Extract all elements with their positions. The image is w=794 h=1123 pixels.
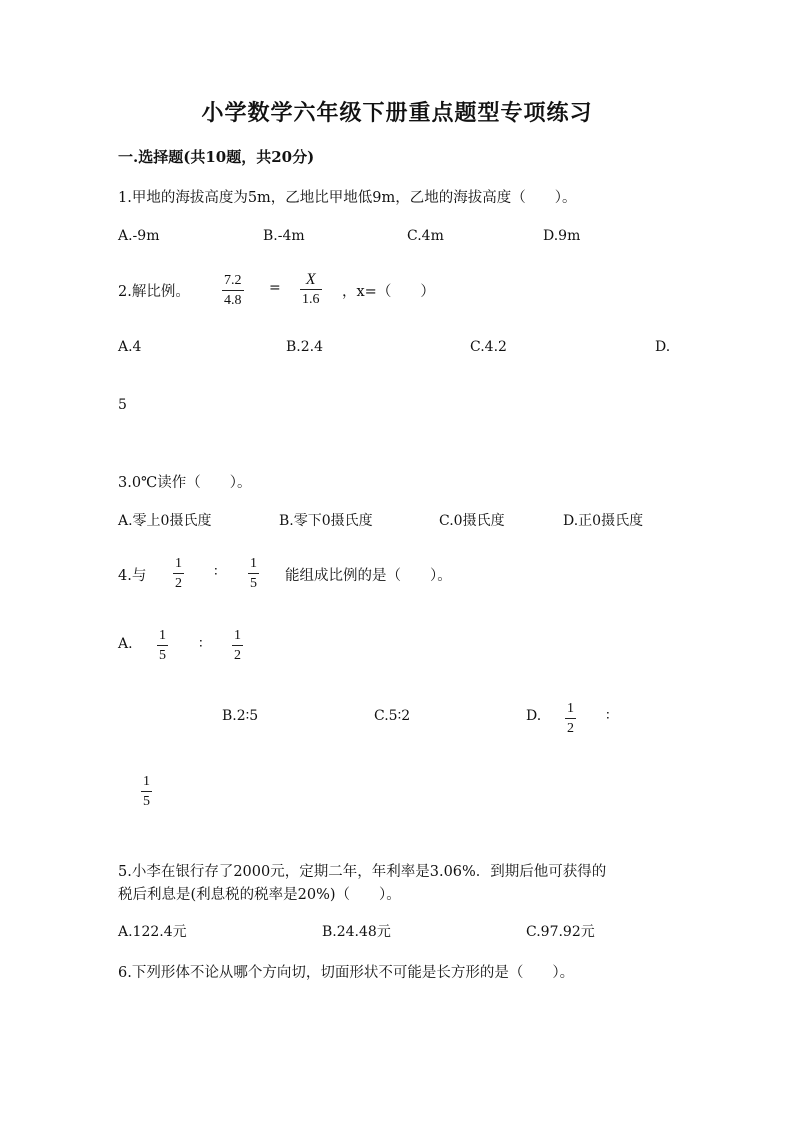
fraction-numerator: 1 [175,556,182,571]
equals-sign: = [269,280,281,296]
fraction-bar [232,645,243,646]
fraction-numerator: 1 [234,628,241,643]
ratio-colon: ∶ [199,636,203,652]
question-5-option-a: A.122.4元 [118,924,187,940]
fraction-bar [157,645,168,646]
section-heading: 一.选择题(共10题，共20分) [118,148,315,166]
fraction-numerator: 1 [250,556,257,571]
fraction-denominator: 5 [159,648,166,663]
question-5-option-c: C.97.92元 [526,924,595,940]
question-4-option-b: B.2∶5 [222,708,259,724]
question-4-suffix: 能组成比例的是（ ）。 [285,568,452,584]
ratio-colon: ∶ [214,564,218,580]
fraction-numerator: X [305,271,316,288]
fraction-denominator: 5 [143,794,150,809]
ratio-colon: ∶ [606,708,610,724]
question-2-fraction-2 [300,272,322,307]
fraction-numerator: 1 [159,628,166,643]
question-4-option-a-label: A. [118,636,133,652]
question-4-fraction-1 [173,556,184,591]
question-4-option-d-fraction-2 [141,774,152,809]
question-1-option-d: D.9m [543,228,581,244]
question-2-prefix: 2.解比例。 [118,284,190,300]
fraction-denominator: 1.6 [302,292,320,307]
question-2-fraction-1 [222,273,244,308]
question-4-fraction-2 [248,556,259,591]
fraction-denominator: 2 [567,721,574,736]
question-1-option-a: A.-9m [118,228,160,244]
question-3-option-c: C.0摄氏度 [439,513,505,529]
question-2-option-d: D. [655,339,671,355]
question-4-option-a-fraction-1 [157,628,168,663]
question-4-option-a-fraction-2 [232,628,243,663]
question-1-option-c: C.4m [407,228,444,244]
fraction-denominator: 2 [234,648,241,663]
question-5-stem-line-1: 5.小李在银行存了2000元，定期二年，年利率是3.06%．到期后他可获得的 [118,864,607,880]
fraction-numerator: 1 [143,774,150,789]
question-2-option-d-value: 5 [118,397,127,413]
question-2-option-c: C.4.2 [470,339,507,355]
question-1-option-b: B.-4m [263,228,305,244]
question-3-option-a: A.零上0摄氏度 [118,513,212,529]
page-title: 小学数学六年级下册重点题型专项练习 [201,100,593,126]
question-2-suffix: ，x=（ ） [342,284,435,300]
fraction-bar [565,718,576,719]
question-2-option-a: A.4 [118,339,142,355]
fraction-bar [248,573,259,574]
question-3-stem: 3.0℃读作（ ）。 [118,475,252,491]
fraction-bar [141,791,152,792]
question-3-option-b: B.零下0摄氏度 [279,513,373,529]
fraction-numerator: 1 [567,701,574,716]
fraction-bar [173,573,184,574]
question-1-stem: 1.甲地的海拔高度为5m，乙地比甲地低9m，乙地的海拔高度（ ）。 [118,190,577,206]
question-3-option-d: D.正0摄氏度 [563,513,644,529]
question-4-prefix: 4.与 [118,568,147,584]
fraction-denominator: 4.8 [224,293,242,308]
fraction-denominator: 2 [175,576,182,591]
fraction-denominator: 5 [250,576,257,591]
fraction-numerator: 7.2 [224,273,242,288]
question-5-option-b: B.24.48元 [322,924,391,940]
fraction-bar [300,289,322,290]
question-4-option-c: C.5∶2 [374,708,411,724]
question-5-stem-line-2: 税后利息是(利息税的税率是20%)（ ）。 [118,887,401,903]
question-4-option-d-label: D. [526,708,542,724]
question-6-stem: 6.下列形体不论从哪个方向切，切面形状不可能是长方形的是（ ）。 [118,965,575,981]
question-2-option-b: B.2.4 [286,339,324,355]
question-4-option-d-fraction-1 [565,701,576,736]
fraction-bar [222,290,244,291]
